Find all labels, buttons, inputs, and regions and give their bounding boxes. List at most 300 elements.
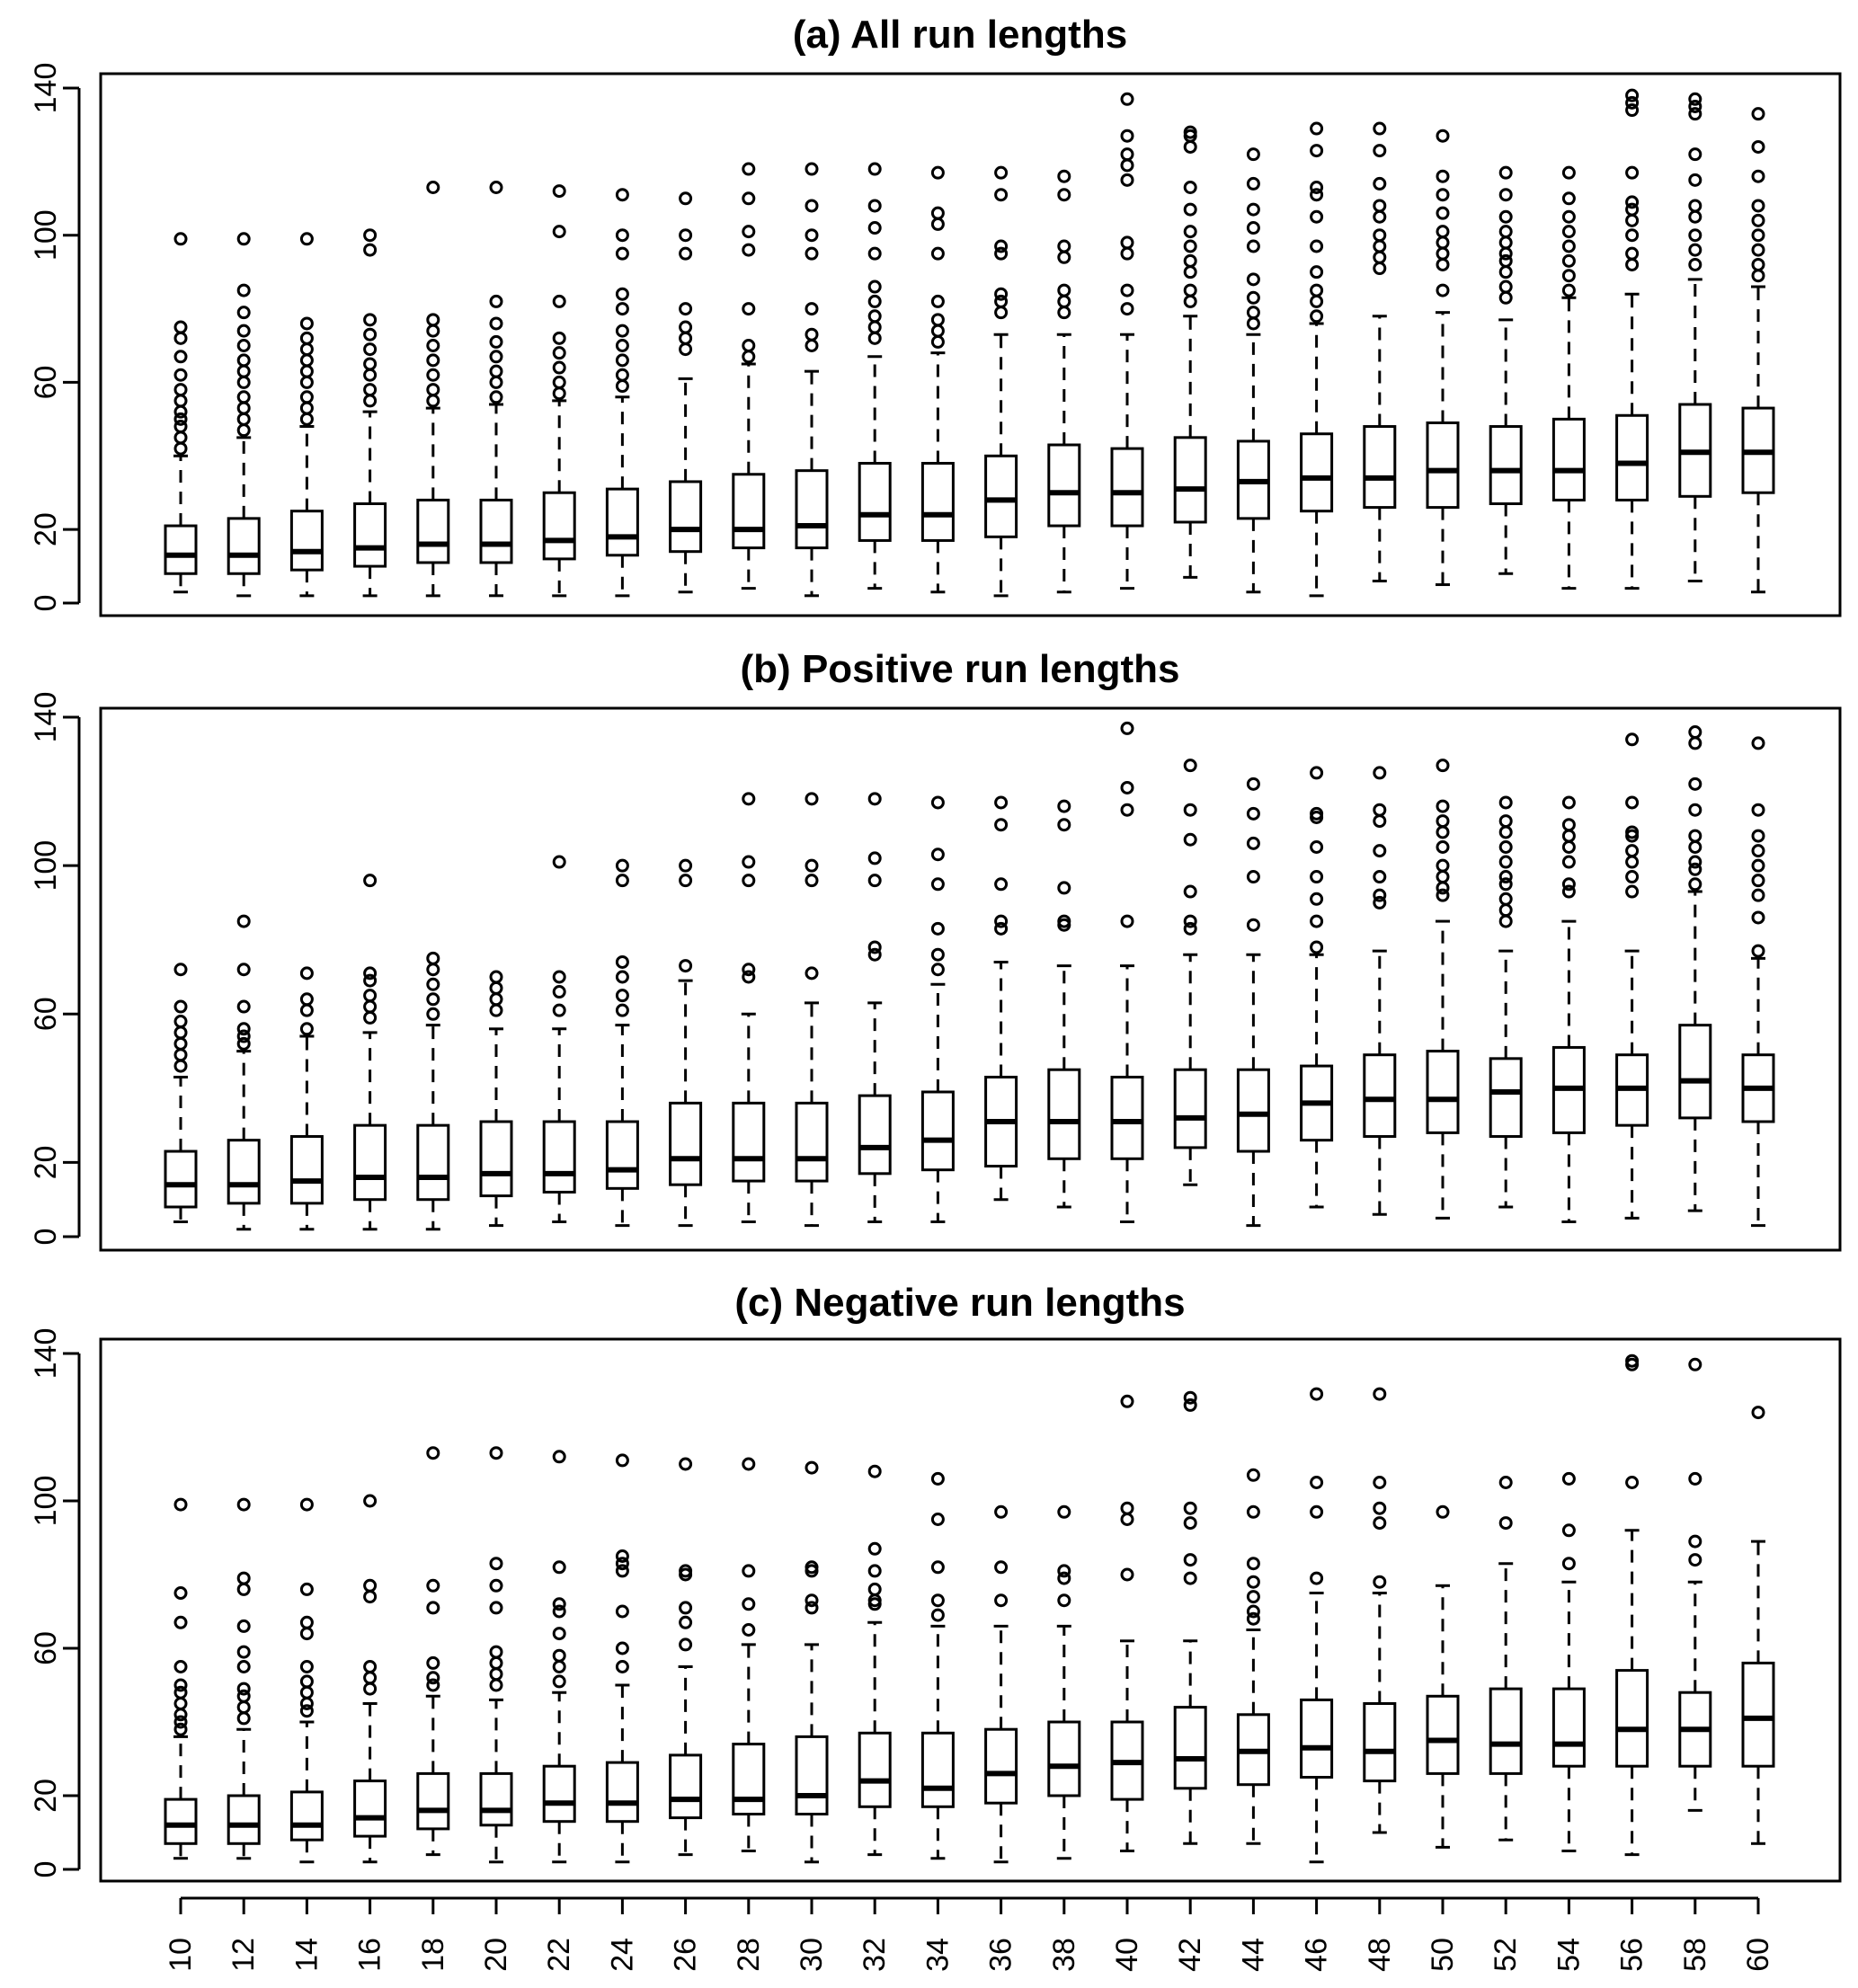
outlier-point — [1311, 241, 1322, 252]
outlier-point — [617, 304, 627, 315]
x-tick-label: 10 — [164, 1938, 198, 1972]
outlier-point — [365, 385, 376, 395]
outlier-point — [175, 322, 186, 333]
iqr-box — [1112, 1077, 1142, 1158]
outlier-point — [1311, 267, 1322, 278]
box-48 — [1365, 123, 1395, 581]
box-22 — [544, 1451, 574, 1862]
outlier-point — [1690, 830, 1701, 841]
outlier-point — [996, 797, 1007, 808]
outlier-point — [932, 879, 943, 890]
box-28 — [733, 1459, 764, 1851]
outlier-point — [301, 344, 312, 355]
outlier-point — [680, 333, 691, 343]
outlier-point — [996, 1595, 1007, 1606]
outlier-point — [365, 1580, 376, 1591]
outlier-point — [1059, 241, 1070, 252]
outlier-point — [743, 964, 754, 975]
outlier-point — [1627, 259, 1638, 270]
box-28 — [733, 164, 764, 589]
outlier-point — [1563, 1473, 1574, 1484]
outlier-point — [806, 248, 817, 259]
outlier-point — [1185, 255, 1196, 266]
outlier-point — [1185, 1503, 1196, 1513]
iqr-box — [291, 1137, 322, 1203]
box-30 — [796, 1462, 827, 1862]
outlier-point — [175, 333, 186, 343]
iqr-box — [1238, 1069, 1268, 1151]
outlier-point — [1248, 808, 1258, 819]
outlier-point — [932, 208, 943, 218]
box-54 — [1553, 797, 1584, 1222]
outlier-point — [1437, 816, 1448, 827]
outlier-point — [869, 875, 880, 886]
outlier-point — [301, 366, 312, 377]
outlier-point — [238, 1573, 249, 1584]
iqr-box — [355, 503, 386, 566]
x-tick-label: 34 — [920, 1938, 956, 1972]
panel-a-all-run-lengths — [29, 13, 1840, 616]
outlier-point — [365, 244, 376, 255]
outlier-point — [1437, 801, 1448, 812]
outlier-point — [617, 230, 627, 241]
outlier-point — [932, 1595, 943, 1606]
iqr-box — [671, 482, 701, 552]
x-tick-label: 36 — [983, 1938, 1018, 1972]
outlier-point — [743, 341, 754, 351]
box-14 — [291, 234, 322, 596]
outlier-point — [932, 315, 943, 325]
outlier-point — [1690, 211, 1701, 222]
outlier-point — [1248, 241, 1258, 252]
outlier-point — [491, 1646, 502, 1657]
outlier-point — [996, 820, 1007, 830]
outlier-point — [932, 336, 943, 347]
outlier-point — [238, 1001, 249, 1012]
box-40 — [1112, 723, 1142, 1221]
outlier-point — [743, 1566, 754, 1576]
x-tick-label: 30 — [795, 1938, 829, 1972]
outlier-point — [680, 248, 691, 259]
outlier-point — [1248, 1576, 1258, 1587]
iqr-box — [418, 500, 449, 563]
outlier-point — [996, 307, 1007, 318]
outlier-point — [365, 230, 376, 241]
outlier-point — [365, 1012, 376, 1023]
outlier-point — [1563, 1558, 1574, 1569]
outlier-point — [1374, 816, 1385, 827]
y-tick-label: 140 — [29, 1327, 63, 1380]
boxplot-marks — [165, 90, 1774, 596]
outlier-point — [1374, 1503, 1385, 1513]
outlier-point — [617, 325, 627, 336]
outlier-point — [1122, 149, 1133, 160]
outlier-point — [428, 385, 439, 395]
outlier-point — [554, 186, 565, 197]
outlier-point — [1248, 1469, 1258, 1480]
outlier-point — [1122, 130, 1133, 141]
outlier-point — [1500, 248, 1511, 259]
outlier-point — [1374, 200, 1385, 211]
outlier-point — [680, 860, 691, 871]
outlier-point — [1311, 1478, 1322, 1488]
outlier-point — [301, 1499, 312, 1510]
outlier-point — [238, 1713, 249, 1724]
outlier-point — [301, 1005, 312, 1016]
outlier-point — [175, 1050, 186, 1061]
box-42 — [1175, 1392, 1205, 1843]
outlier-point — [869, 1466, 880, 1477]
outlier-point — [365, 329, 376, 340]
iqr-box — [1302, 1700, 1332, 1777]
outlier-point — [175, 351, 186, 362]
outlier-point — [932, 1514, 943, 1525]
iqr-box — [986, 456, 1017, 537]
outlier-point — [1563, 241, 1574, 252]
outlier-point — [1374, 178, 1385, 189]
outlier-point — [1248, 1506, 1258, 1517]
x-tick-label: 58 — [1677, 1938, 1712, 1972]
outlier-point — [806, 230, 817, 241]
outlier-point — [301, 994, 312, 1005]
outlier-point — [996, 1506, 1007, 1517]
outlier-point — [1122, 1396, 1133, 1407]
outlier-point — [680, 230, 691, 241]
outlier-point — [1248, 149, 1258, 160]
outlier-point — [1059, 1595, 1070, 1606]
outlier-point — [996, 916, 1007, 927]
iqr-box — [1553, 419, 1584, 500]
outlier-point — [869, 164, 880, 174]
outlier-point — [491, 351, 502, 362]
outlier-point — [1690, 1473, 1701, 1484]
x-tick-label: 28 — [731, 1938, 766, 1972]
outlier-point — [1248, 318, 1258, 329]
outlier-point — [932, 797, 943, 808]
outlier-point — [554, 377, 565, 387]
outlier-point — [1563, 797, 1574, 808]
iqr-box — [228, 519, 259, 573]
outlier-point — [869, 794, 880, 804]
outlier-point — [1374, 263, 1385, 274]
outlier-point — [1437, 130, 1448, 141]
outlier-point — [301, 333, 312, 343]
outlier-point — [1122, 723, 1133, 733]
box-38 — [1049, 171, 1080, 591]
outlier-point — [1627, 248, 1638, 259]
outlier-point — [175, 1680, 186, 1691]
box-38 — [1049, 801, 1080, 1207]
outlier-point — [1753, 875, 1764, 886]
outlier-point — [1248, 204, 1258, 215]
outlier-point — [1122, 804, 1133, 815]
iqr-box — [418, 1773, 449, 1829]
outlier-point — [491, 1669, 502, 1680]
outlier-point — [1311, 942, 1322, 953]
outlier-point — [554, 1650, 565, 1661]
outlier-point — [301, 392, 312, 403]
outlier-point — [1753, 200, 1764, 211]
outlier-point — [996, 190, 1007, 200]
y-tick-label: 0 — [29, 1860, 63, 1878]
outlier-point — [1122, 174, 1133, 185]
outlier-point — [1311, 1389, 1322, 1399]
outlier-point — [491, 1602, 502, 1613]
outlier-point — [1122, 285, 1133, 296]
outlier-point — [1059, 1506, 1070, 1517]
outlier-point — [301, 968, 312, 979]
iqr-box — [733, 475, 764, 548]
iqr-box — [1365, 1055, 1395, 1137]
outlier-point — [743, 875, 754, 886]
outlier-point — [301, 1676, 312, 1687]
outlier-point — [175, 1588, 186, 1599]
outlier-point — [806, 200, 817, 211]
box-24 — [607, 860, 637, 1225]
iqr-box — [922, 463, 953, 540]
outlier-point — [175, 1709, 186, 1720]
box-22 — [544, 186, 574, 596]
outlier-point — [175, 385, 186, 395]
outlier-point — [491, 1657, 502, 1668]
outlier-point — [238, 916, 249, 927]
x-tick-label: 38 — [1046, 1938, 1081, 1972]
y-tick-label: 140 — [29, 691, 63, 743]
outlier-point — [1753, 109, 1764, 120]
outlier-point — [1311, 842, 1322, 853]
outlier-point — [1185, 285, 1196, 296]
outlier-point — [1690, 1359, 1701, 1370]
outlier-point — [1437, 827, 1448, 838]
outlier-point — [301, 1662, 312, 1673]
box-40 — [1112, 1396, 1142, 1850]
outlier-point — [175, 443, 186, 454]
outlier-point — [1437, 842, 1448, 853]
box-40 — [1112, 93, 1142, 588]
iqr-box — [796, 1103, 827, 1181]
y-tick-label: 20 — [29, 1779, 63, 1813]
outlier-point — [680, 304, 691, 315]
outlier-point — [1374, 1576, 1385, 1587]
outlier-point — [806, 860, 817, 871]
outlier-point — [680, 875, 691, 886]
outlier-point — [1374, 804, 1385, 815]
outlier-point — [1690, 149, 1701, 160]
outlier-point — [1437, 285, 1448, 296]
outlier-point — [554, 296, 565, 306]
outlier-point — [1374, 890, 1385, 901]
outlier-point — [1627, 1478, 1638, 1488]
outlier-point — [238, 403, 249, 413]
outlier-point — [1563, 856, 1574, 867]
box-24 — [607, 1455, 637, 1862]
outlier-point — [301, 1617, 312, 1628]
outlier-point — [1185, 916, 1196, 927]
outlier-point — [1185, 241, 1196, 252]
outlier-point — [1627, 856, 1638, 867]
outlier-point — [1437, 171, 1448, 182]
outlier-point — [1122, 1503, 1133, 1513]
outlier-point — [806, 1595, 817, 1606]
outlier-point — [617, 248, 627, 259]
iqr-box — [228, 1796, 259, 1843]
outlier-point — [1690, 93, 1701, 104]
outlier-point — [1563, 211, 1574, 222]
outlier-point — [932, 218, 943, 229]
box-34 — [922, 797, 953, 1222]
y-tick-label: 60 — [29, 365, 63, 400]
outlier-point — [932, 1562, 943, 1573]
box-54 — [1553, 1473, 1584, 1850]
iqr-box — [228, 1140, 259, 1203]
outlier-point — [1563, 285, 1574, 296]
outlier-point — [1185, 182, 1196, 193]
outlier-point — [1248, 223, 1258, 234]
iqr-box — [291, 511, 322, 570]
iqr-box — [1743, 1663, 1774, 1766]
box-14 — [291, 1499, 322, 1862]
outlier-point — [491, 392, 502, 403]
outlier-point — [554, 856, 565, 867]
outlier-point — [301, 234, 312, 244]
outlier-point — [1185, 804, 1196, 815]
box-52 — [1490, 797, 1521, 1207]
outlier-point — [1311, 1506, 1322, 1517]
outlier-point — [428, 1008, 439, 1019]
y-tick-label: 100 — [29, 209, 63, 262]
box-14 — [291, 968, 322, 1229]
iqr-box — [1427, 422, 1458, 507]
outlier-point — [680, 322, 691, 333]
outlier-point — [238, 1024, 249, 1034]
outlier-point — [554, 1662, 565, 1673]
outlier-point — [175, 1617, 186, 1628]
outlier-point — [301, 1699, 312, 1709]
box-58 — [1680, 1359, 1711, 1810]
iqr-box — [859, 1096, 890, 1174]
outlier-point — [932, 1610, 943, 1620]
outlier-point — [1122, 160, 1133, 171]
box-60 — [1743, 738, 1774, 1226]
outlier-point — [365, 395, 376, 406]
outlier-point — [1437, 872, 1448, 883]
outlier-point — [1563, 1525, 1574, 1536]
box-18 — [418, 182, 449, 596]
outlier-point — [238, 325, 249, 336]
outlier-point — [1185, 226, 1196, 237]
outlier-point — [301, 377, 312, 387]
outlier-point — [1627, 167, 1638, 178]
outlier-point — [365, 1662, 376, 1673]
outlier-point — [1500, 237, 1511, 248]
outlier-point — [1374, 872, 1385, 883]
outlier-point — [1690, 778, 1701, 789]
box-58 — [1680, 727, 1711, 1211]
box-20 — [481, 972, 511, 1226]
outlier-point — [301, 318, 312, 329]
box-12 — [228, 916, 259, 1229]
iqr-box — [607, 1122, 637, 1188]
outlier-point — [365, 875, 376, 886]
outlier-point — [1185, 204, 1196, 215]
outlier-point — [1248, 778, 1258, 789]
box-44 — [1238, 149, 1268, 592]
outlier-point — [869, 311, 880, 322]
outlier-point — [869, 853, 880, 864]
outlier-point — [1627, 797, 1638, 808]
iqr-box — [1490, 1059, 1521, 1137]
box-60 — [1743, 109, 1774, 592]
outlier-point — [175, 1061, 186, 1071]
outlier-point — [1500, 872, 1511, 883]
iqr-box — [733, 1103, 764, 1181]
outlier-point — [617, 860, 627, 871]
outlier-point — [491, 1680, 502, 1691]
boxplot-marks — [165, 723, 1774, 1229]
outlier-point — [806, 304, 817, 315]
y-tick-label: 100 — [29, 1475, 63, 1527]
outlier-point — [175, 406, 186, 417]
outlier-point — [869, 200, 880, 211]
outlier-point — [1248, 872, 1258, 883]
panel-c-negative-run-lengths — [29, 1281, 1840, 1881]
outlier-point — [1122, 237, 1133, 248]
box-60 — [1743, 1407, 1774, 1844]
outlier-point — [175, 1499, 186, 1510]
outlier-point — [1311, 182, 1322, 193]
outlier-point — [1248, 178, 1258, 189]
outlier-point — [1500, 211, 1511, 222]
outlier-point — [301, 413, 312, 424]
x-tick-label: 60 — [1741, 1938, 1775, 1972]
outlier-point — [1753, 804, 1764, 815]
y-tick-label: 20 — [29, 512, 63, 547]
outlier-point — [1122, 916, 1133, 927]
outlier-point — [1059, 252, 1070, 262]
box-34 — [922, 167, 953, 592]
outlier-point — [1311, 916, 1322, 927]
outlier-point — [1374, 1518, 1385, 1529]
outlier-point — [365, 1495, 376, 1506]
panel-b-positive-run-lengths — [29, 647, 1840, 1250]
outlier-point — [1437, 226, 1448, 237]
outlier-point — [554, 388, 565, 399]
outlier-point — [1311, 285, 1322, 296]
outlier-point — [617, 381, 627, 392]
iqr-box — [544, 1766, 574, 1822]
outlier-point — [491, 982, 502, 993]
outlier-point — [1500, 292, 1511, 303]
outlier-point — [1563, 226, 1574, 237]
outlier-point — [175, 1662, 186, 1673]
iqr-box — [859, 463, 890, 540]
outlier-point — [1500, 167, 1511, 178]
outlier-point — [806, 341, 817, 351]
box-16 — [355, 230, 386, 596]
outlier-point — [1311, 768, 1322, 778]
y-tick-label: 140 — [29, 62, 63, 114]
outlier-point — [238, 425, 249, 436]
outlier-point — [1627, 846, 1638, 856]
box-46 — [1302, 123, 1332, 596]
outlier-point — [238, 392, 249, 403]
outlier-point — [1248, 1558, 1258, 1569]
outlier-point — [1311, 1573, 1322, 1584]
outlier-point — [1753, 271, 1764, 281]
iqr-box — [355, 1125, 386, 1200]
box-52 — [1490, 1478, 1521, 1841]
box-32 — [859, 794, 890, 1222]
